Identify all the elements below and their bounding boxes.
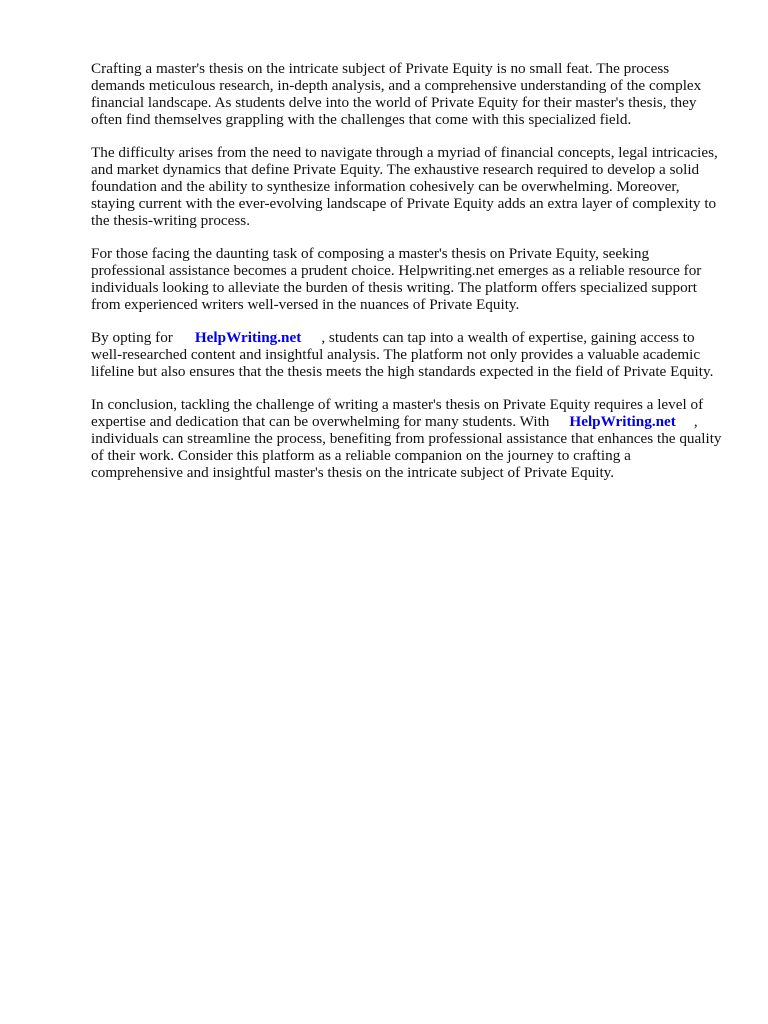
paragraph-opting-text-before: By opting for [91,329,173,346]
paragraph-opting-text-after: , students can tap into a wealth of expertise, gaining access to well-researched content and insightful analysis. The platform not only provides a valuable academic lifeline but also ensures that the thesis meets the high standards expected in the field of Private Equity. [91,329,714,380]
paragraph-opting [91,329,723,380]
paragraph-intro: Crafting a master's thesis on the intricate subject of Private Equity is no small feat. The process demands meticulous research, in-depth analysis, and a comprehensive understanding of the complex financial landscape. As students delve into the world of Private Equity for their master's thesis, they often find themselves grappling with the challenges that come with this specialized field. [91,60,702,128]
paragraph-conclusion [91,396,723,481]
paragraph-assistance: For those facing the daunting task of composing a master's thesis on Private Equity, seeking professional assistance becomes a prudent choice. Helpwriting.net emerges as a reliable resource for individuals looking to alleviate the burden of thesis writing. The platform offers specialized support from experienced writers well-versed in the nuances of Private Equity. [91,245,702,313]
helpwriting-link[interactable]: HelpWriting.net [194,329,302,346]
paragraph-conclusion-text-after: , individuals can streamline the process, benefiting from professional assistance that enhances the quality of their work. Consider this platform as a reliable companion on the journey to crafting a comprehensive and insightful master's thesis on the intricate subject of Private Equity. [91,413,722,481]
paragraph-difficulty: The difficulty arises from the need to navigate through a myriad of financial concepts, legal intricacies, and market dynamics that define Private Equity. The exhaustive research required to develop a solid foundation and the ability to synthesize information cohesively can be overwhelming. Moreover, staying current with the ever-evolving landscape of Private Equity adds an extra layer of complexity to the thesis-writing process. [91,144,718,229]
document-page [91,60,723,497]
helpwriting-link-conclusion[interactable]: HelpWriting.net [569,413,676,430]
paragraph-conclusion-text-before: In conclusion, tackling the challenge of writing a master's thesis on Private Equity requires a level of expertise and dedication that can be overwhelming for many students. With [91,396,704,430]
